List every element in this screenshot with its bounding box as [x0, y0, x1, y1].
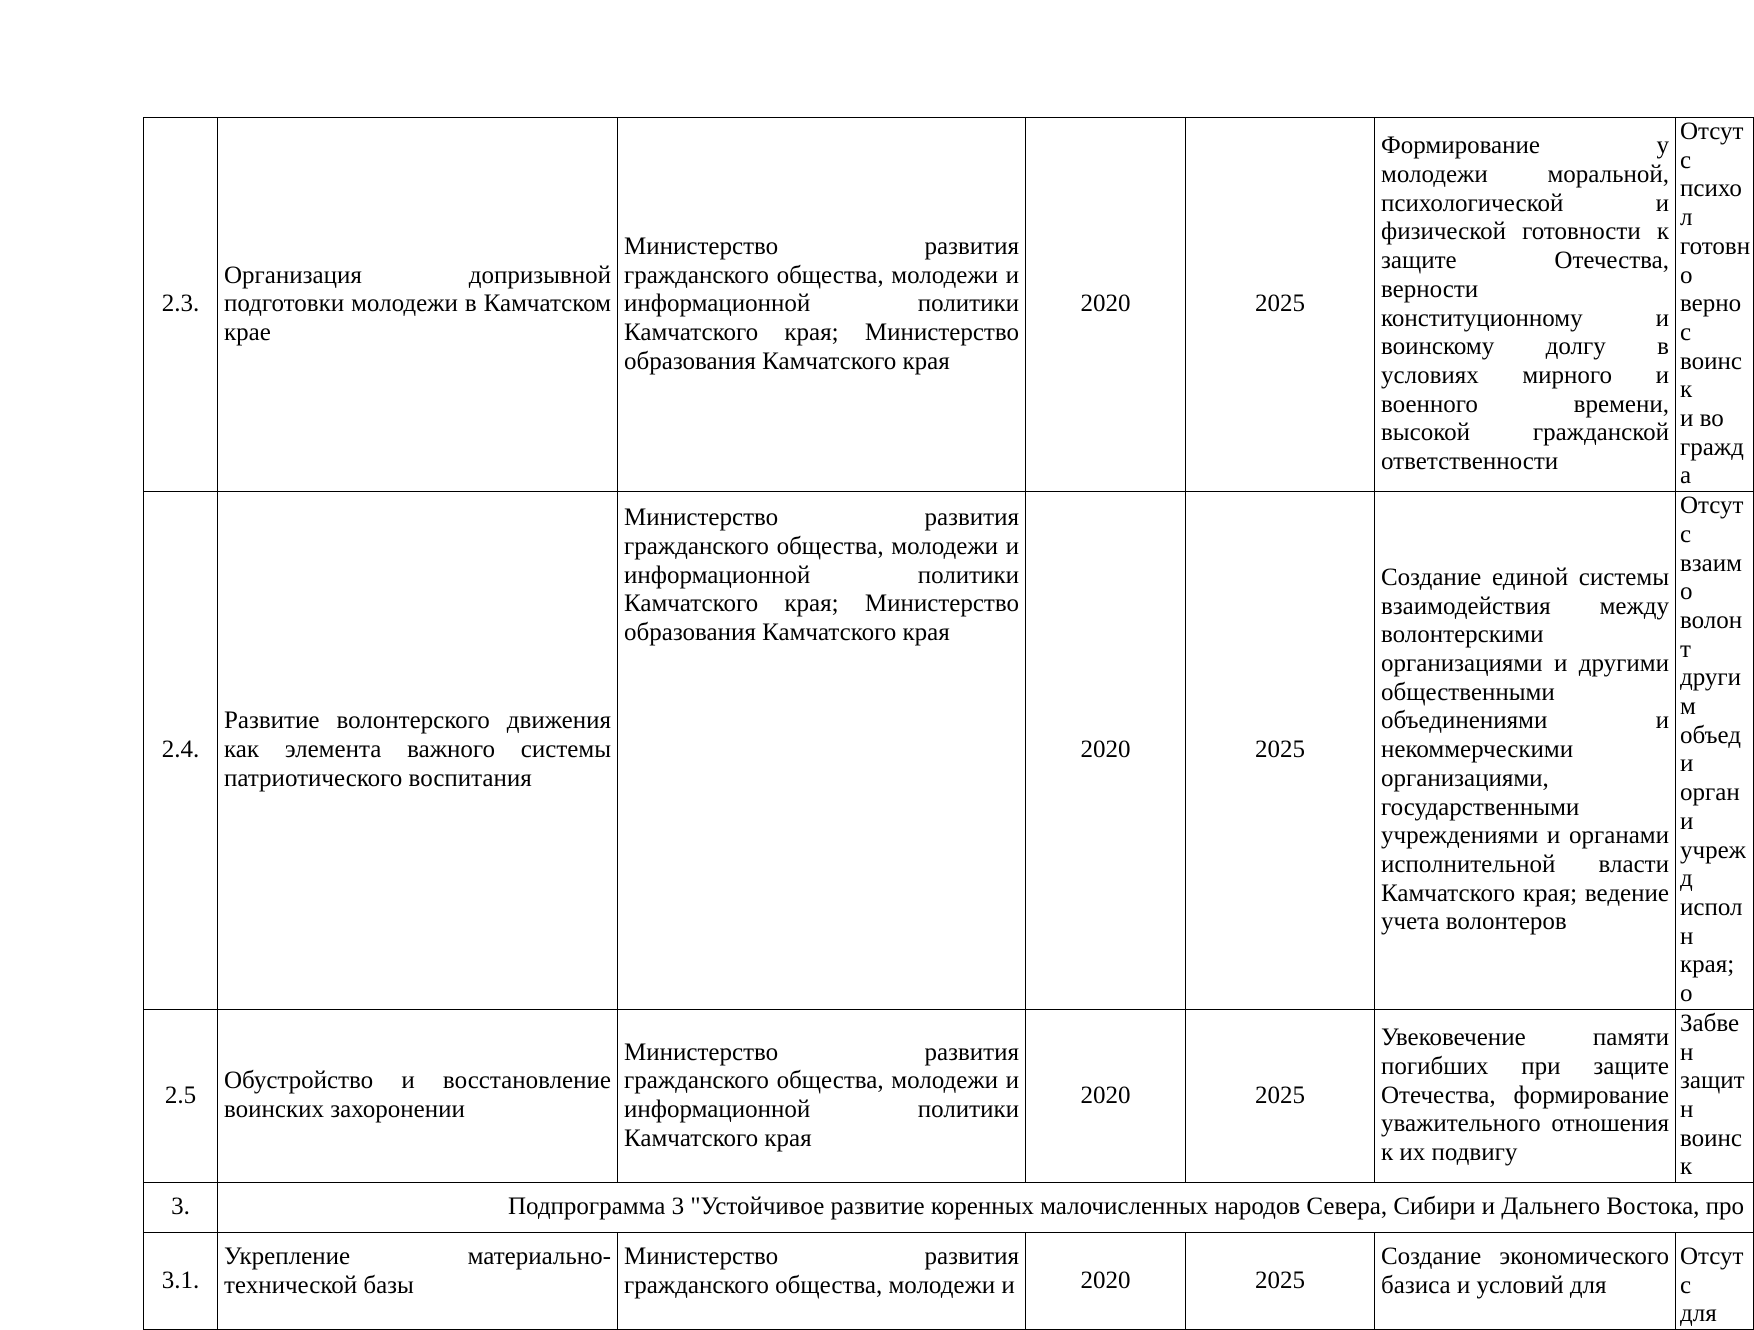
executor: Министерство развития гражданского общества, молодежи и информационной политики Камчатского края; Министерство образования Камчатского края	[618, 118, 1026, 492]
expected-result: Формирование у молодежи моральной, психологической и физической готовности к защите Отечества, верности конституционному и воинскому долгу в условиях мирного и военного времени, высокой гражданской ответственности	[1375, 118, 1676, 492]
expected-result: Создание единой системы взаимодействия между волонтерскими организациями и другими общественными объединениями и некоммерческими организациями, государственными учреждениями и органами исполнительной власти Камчатского края; ведение учета волонтеров	[1375, 492, 1676, 1010]
row-number: 2.5	[144, 1009, 218, 1182]
section-title: Подпрограмма 3 "Устойчивое развитие коренных малочисленных народов Севера, Сибири и Дальнего Востока, про	[218, 1183, 1754, 1233]
measure-name: Укрепление материально-технической базы	[218, 1233, 618, 1330]
expected-result: Увековечение памяти погибших при защите Отечества, формирование уважительного отношения к их подвигу	[1375, 1009, 1676, 1182]
non-implementation-consequence: Отсутс для	[1676, 1233, 1754, 1330]
non-implementation-consequence: Отсутс психол готовно вернос воинск и во гражда	[1676, 118, 1754, 492]
row-number: 3.1.	[144, 1233, 218, 1330]
start-year: 2020	[1026, 118, 1186, 492]
table-row	[144, 118, 1754, 492]
executor: Министерство развития гражданского общества, молодежи и	[618, 1233, 1026, 1330]
section-row	[144, 1183, 1754, 1233]
expected-result: Создание экономического базиса и условий для	[1375, 1233, 1676, 1330]
non-implementation-consequence: Забвен защитн воинск	[1676, 1009, 1754, 1182]
end-year: 2025	[1186, 1009, 1375, 1182]
start-year: 2020	[1026, 1009, 1186, 1182]
row-number: 2.3.	[144, 118, 218, 492]
executor: Министерство развития гражданского общества, молодежи и информационной политики Камчатского края; Министерство образования Камчатского края	[618, 492, 1026, 1010]
end-year: 2025	[1186, 492, 1375, 1010]
end-year: 2025	[1186, 1233, 1375, 1330]
row-number: 2.4.	[144, 492, 218, 1010]
table-row	[144, 492, 1754, 1010]
section-number: 3.	[144, 1183, 218, 1233]
table-row	[144, 1009, 1754, 1182]
start-year: 2020	[1026, 492, 1186, 1010]
table-row	[144, 1233, 1754, 1330]
non-implementation-consequence: Отсутс взаимо волонт другим объеди органи учрежд исполн края; о	[1676, 492, 1754, 1010]
end-year: 2025	[1186, 118, 1375, 492]
measure-name: Обустройство и восстановление воинских захоронении	[218, 1009, 618, 1182]
start-year: 2020	[1026, 1233, 1186, 1330]
executor: Министерство развития гражданского общества, молодежи и информационной политики Камчатского края	[618, 1009, 1026, 1182]
measure-name: Развитие волонтерского движения как элемента важного системы патриотического воспитания	[218, 492, 618, 1010]
measure-name: Организация допризывной подготовки молодежи в Камчатском крае	[218, 118, 618, 492]
measures-table	[143, 117, 1754, 1330]
